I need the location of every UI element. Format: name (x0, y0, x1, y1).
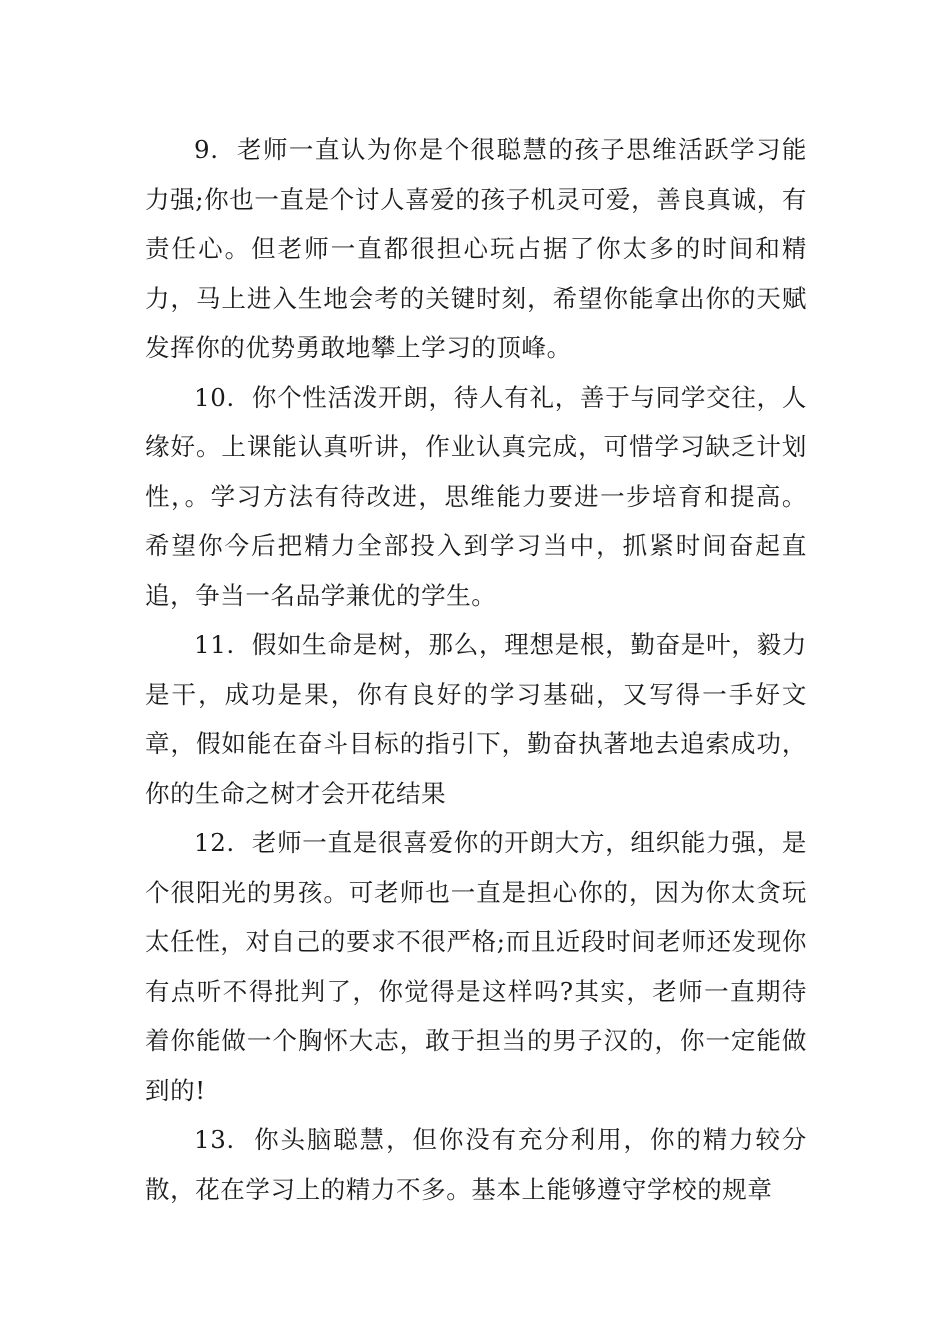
paragraph-12 (145, 818, 807, 1115)
paragraph-number: 12. (194, 828, 235, 857)
paragraph-text: 老师一直认为你是个很聪慧的孩子思维活跃学习能力强;你也一直是个讨人喜爱的孩子机灵可爱，善良真诚，有责任心。但老师一直都很担心玩占据了你太多的时间和精力，马上进入生地会考的关键时刻，希望你能拿出你的天赋发挥你的优势勇敢地攀上学习的顶峰。 (145, 135, 807, 362)
paragraph-10 (145, 373, 807, 621)
paragraph-text: 你头脑聪慧，但你没有充分利用，你的精力较分散，花在学习上的精力不多。基本上能够遵守学校的规章 (145, 1125, 807, 1204)
document-body (145, 125, 807, 1214)
paragraph-9 (145, 125, 807, 373)
paragraph-11 (145, 620, 807, 818)
paragraph-13 (145, 1115, 807, 1214)
paragraph-text: 假如生命是树，那么，理想是根，勤奋是叶，毅力是干，成功是果，你有良好的学习基础，又写得一手好文章，假如能在奋斗目标的指引下，勤奋执著地去追索成功，你的生命之树才会开花结果 (145, 630, 807, 808)
paragraph-text: 老师一直是很喜爱你的开朗大方，组织能力强，是个很阳光的男孩。可老师也一直是担心你的，因为你太贪玩太任性，对自己的要求不很严格;而且近段时间老师还发现你有点听不得批判了，你觉得是这样吗?其实，老师一直期待着你能做一个胸怀大志，敢于担当的男子汉的，你一定能做到的! (145, 828, 807, 1105)
paragraph-number: 11. (194, 630, 235, 659)
paragraph-number: 9. (194, 135, 219, 164)
paragraph-text: 你个性活泼开朗，待人有礼，善于与同学交往，人缘好。上课能认真听讲，作业认真完成，可惜学习缺乏计划性，。学习方法有待改进，思维能力要进一步培育和提高。希望你今后把精力全部投入到学习当中，抓紧时间奋起直追，争当一名品学兼优的学生。 (145, 382, 807, 610)
paragraph-number: 10. (194, 382, 235, 412)
paragraph-number: 13. (194, 1125, 235, 1154)
